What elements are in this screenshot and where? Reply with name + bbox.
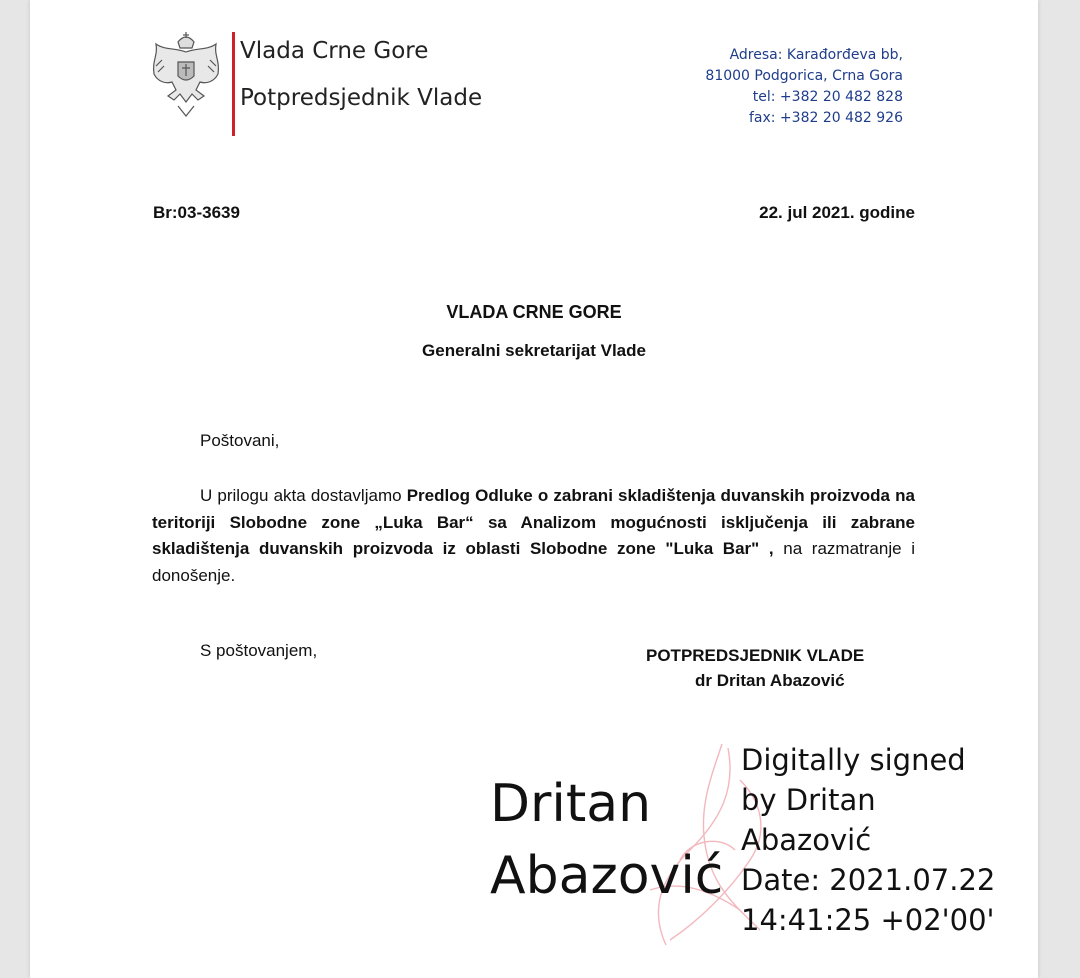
digital-signer-name: Dritan Abazović	[490, 774, 724, 906]
letterhead-divider	[232, 32, 235, 136]
signatory-name: dr Dritan Abazović	[695, 671, 845, 690]
document-date: 22. jul 2021. godine	[759, 203, 915, 222]
dsig-time-line: 14:41:25 +02'00'	[741, 903, 995, 937]
body-subject: Predlog Odluke o zabrani skladištenja duvanskih proizvoda na teritoriji Slobodne zone „Luka Bar“ sa Analizom mogućnosti isključenja ili zabrane skladištenja duvanskih proizvoda iz oblasti Slobodne zone "Luka Bar" ,	[152, 486, 915, 558]
fax-line: fax: +382 20 482 926	[748, 110, 903, 126]
body-intro: U prilogu akta dostavljamo	[200, 486, 402, 505]
address-block	[705, 45, 903, 129]
salutation: Poštovani,	[200, 431, 280, 450]
digital-signature-details	[741, 740, 995, 940]
dsig-date-line: Date: 2021.07.22	[741, 863, 996, 897]
address-line: 81000 Podgorica, Crna Gora	[705, 68, 903, 84]
recipient-department: Generalni sekretarijat Vlade	[422, 341, 646, 360]
phone-line: tel: +382 20 482 828	[752, 89, 903, 105]
address-line: Adresa: Karađorđeva bb,	[729, 47, 903, 63]
document-page	[30, 0, 1038, 978]
body-outro: na razmatranje i donošenje.	[152, 539, 915, 585]
dsig-line: Digitally signed	[741, 743, 966, 777]
signatory-title: POTPREDSJEDNIK VLADE	[646, 646, 865, 665]
montenegro-coat-of-arms-icon	[148, 30, 224, 120]
reference-number: Br:03-3639	[153, 203, 240, 222]
dsig-line: by Dritan	[741, 783, 876, 817]
org-name: Vlada Crne Gore	[240, 38, 429, 64]
letter-body	[152, 483, 915, 589]
closing: S poštovanjem,	[200, 641, 318, 660]
recipient-name: VLADA CRNE GORE	[446, 302, 622, 322]
office-name: Potpredsjednik Vlade	[240, 85, 483, 111]
dsig-line: Abazović	[741, 823, 872, 857]
